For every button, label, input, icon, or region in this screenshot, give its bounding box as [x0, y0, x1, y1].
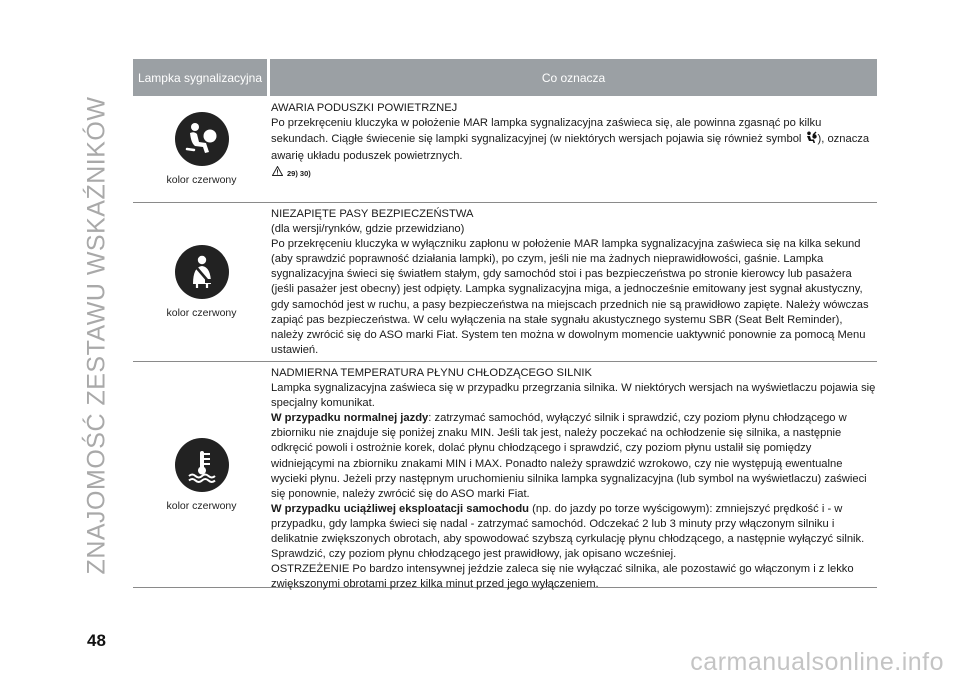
row-description: Po przekręceniu kluczyka w wyłączniku zapłonu w położenie MAR lampka sygnalizacyjna zaświeca się na kilka sekund (aby sprawdzić poprawność działania lampki), po czym, jeśli nie ma żadnych nieprawidłowości, gaśnie. Lampka sygnalizacyjna świeci się światłem stałym, gdy samochód stoi i pas bezpieczeństwa po stronie kierowcy lub pasażera (jeśli pasażer jest obecny) jest odpięty. Lampka sygnalizacyjna miga, a jednocześnie emitowany jest sygnał akustyczny, gdy samochód jest w ruchu, a pasy bezpieczeństwa na miejscach przednich nie są prawidłowo zapięte. Należy wówczas zapiąć pas bezpieczeństwa. W celu wyłączenia na stałe sygnału akustycznego systemu SBR (Seat Belt Reminder), należy zwrócić się do ASO marki Fiat. System ten można w dowolnym momencie uaktywnić ponownie za pomocą Menu ustawień.: [271, 238, 869, 356]
airbag-icon: [175, 112, 229, 166]
coolant-temperature-icon: [175, 438, 229, 492]
warning-triangle-icon: [272, 166, 283, 181]
table-row: [133, 203, 877, 362]
chapter-side-title: [84, 55, 110, 615]
heavy-use-paragraph: W przypadku uciążliwej eksploatacji samochodu (np. do jazdy po torze wyścigowym): zmniejszyć prędkość i - w przypadku, gdy lampka świeci się nadal - zatrzymać samochód. Odczekać 2 lub 3 minuty przy włączonym silniku i delikatnie zwiększonych obrotach, aby spowodować szybszą cyrkulację płynu chłodzącego, a następnie wyłączyć silnik. Sprawdzić, czy poziom płynu chłodzącego jest prawidłowy, jak opisano wcześniej.: [271, 502, 865, 561]
lamp-cell: [133, 96, 270, 202]
warning-lights-table: [133, 59, 877, 591]
meaning-cell: [270, 362, 877, 591]
row-title: NIEZAPIĘTE PASY BEZPIECZEŃSTWA: [271, 208, 474, 220]
watermark: carmanualsonline.info: [690, 648, 944, 676]
lamp-color-label: kolor czerwony: [166, 499, 237, 512]
table-row: [133, 362, 877, 591]
row-description: Po przekręceniu kluczyka w położenie MAR lampka sygnalizacyjna zaświeca się, ale powinna zgasnąć po kilku sekundach. Ciągłe świecenie się lampki sygnalizacyjnej (w niektórych wersjach pojawia się również symbol ), oznacza awarię układu poduszek powietrznych.: [271, 117, 870, 163]
header-meaning: Co oznacza: [270, 59, 877, 96]
normal-driving-heading: W przypadku normalnej jazdy: [271, 412, 429, 425]
table-row: [133, 96, 877, 203]
page-number: 48: [87, 631, 106, 650]
lamp-color-label: kolor czerwony: [166, 174, 237, 186]
heavy-use-heading: W przypadku uciążliwej eksploatacji samochodu: [271, 502, 530, 515]
normal-driving-paragraph: W przypadku normalnej jazdy: zatrzymać samochód, wyłączyć silnik i sprawdzić, czy poziom płynu chłodzącego w zbiorniku nie znajduje się poniżej znaku MIN. Jeśli tak jest, należy poczekać na ochłodzenie się silnika, a następnie odkręcić powoli i ostrożnie korek, dolać płynu chłodzącego i sprawdzić, czy poziom płynu ustalił się pomiędzy widniejącymi na zbiorniku znakami MIN i MAX. Ponadto należy sprawdzić wzrokowo, czy nie występują ewentualne wycieki płynu. Jeżeli przy następnym uruchomieniu silnika lampka sygnalizacyjna (lub symbol na wyświetlaczu) zaświeci się ponownie, należy zwrócić się do ASO marki Fiat.: [271, 412, 867, 500]
row-title: NADMIERNA TEMPERATURA PŁYNU CHŁODZĄCEGO SILNIK: [271, 367, 592, 379]
row-description: Lampka sygnalizacyjna zaświeca się w przypadku przegrzania silnika. W niektórych wersjach na wyświetlaczu pojawia się specjalny komunikat.: [271, 382, 876, 410]
meaning-cell: [270, 96, 877, 202]
warning-paragraph: OSTRZEŻENIE Po bardzo intensywnej jeździe zaleca się nie wyłączać silnika, ale pozostawić go włączonym i z lekko zwiększonymi obrotami przez kilka minut przed jego wyłączeniem.: [271, 563, 854, 591]
warning-refs-text: 29) 30): [287, 169, 311, 179]
row-subtitle: (dla wersji/rynków, gdzie przewidziano): [271, 223, 465, 236]
lamp-cell: [133, 362, 270, 587]
chapter-title-text: ZNAJOMOŚĆ ZESTAWU WSKAŹNIKÓW: [82, 96, 111, 574]
header-lamp: Lampka sygnalizacyjna: [133, 59, 267, 96]
seatbelt-icon: [175, 245, 229, 299]
warning-references: [271, 166, 877, 181]
lamp-cell: [133, 203, 270, 361]
lamp-color-label: kolor czerwony: [166, 307, 237, 319]
airbag-off-symbol-icon: [805, 131, 818, 149]
meaning-cell: [270, 203, 877, 361]
row-title: AWARIA PODUSZKI POWIETRZNEJ: [271, 102, 458, 114]
table-header: [133, 59, 877, 96]
